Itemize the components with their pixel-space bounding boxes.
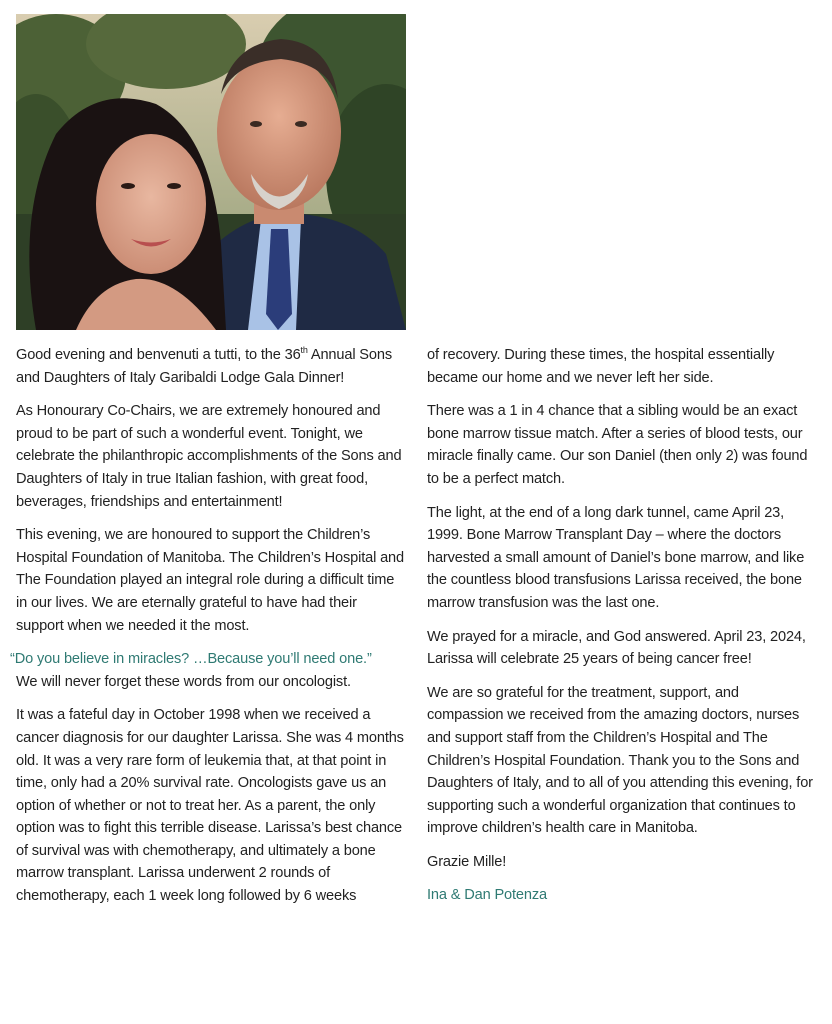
- transplant-day-paragraph: The light, at the end of a long dark tunnel, came April 23, 1999. Bone Marrow Transplant Day – where the doctors harvested a small amount of Daniel’s bone marrow, and like the countless blood transfusions Larissa received, the bone marrow transfusion was the last one.: [427, 504, 805, 611]
- intro-paragraph: [16, 344, 406, 389]
- oncologist-quote: “Do you believe in miracles? …Because you’ll need one.”: [10, 651, 372, 668]
- signature: Ina & Dan Potenza: [427, 887, 547, 904]
- ordinal-suffix: th: [300, 345, 308, 356]
- closing-line: Grazie Mille!: [427, 853, 507, 870]
- foundation-paragraph: This evening, we are honoured to support the Children’s Hospital Foundation of Manitoba. The Children’s Hospital and The Foundation played an integral role during a difficult time in our lives. We are eternally grateful to have had their support when we needed it the most.: [16, 527, 404, 634]
- couple-photo-illustration: [16, 14, 406, 330]
- article-right-column: [427, 344, 819, 918]
- miracle-paragraph: We prayed for a miracle, and God answered. April 23, 2024, Larissa will celebrate 25 years of being cancer free!: [427, 628, 806, 668]
- honourary-paragraph: As Honourary Co-Chairs, we are extremely honoured and proud to be part of such a wonderful event. Tonight, we celebrate the philanthropic accomplishments of the Sons and Daughters of Italy in true Italian fashion, with great food, beverages, friendships and entertainment!: [16, 403, 402, 510]
- intro-text-b: Annual Sons and Daughters of Italy Garibaldi Lodge Gala Dinner!: [16, 347, 392, 386]
- sibling-match-paragraph: There was a 1 in 4 chance that a sibling would be an exact bone marrow tissue match. After a series of blood tests, our miracle finally came. Our son Daniel (then only 2) was found to be a perfect match.: [427, 403, 808, 487]
- quote-followup: We will never forget these words from our oncologist.: [16, 673, 351, 690]
- recovery-paragraph: of recovery. During these times, the hospital essentially became our home and we never left her side.: [427, 347, 775, 386]
- gratitude-paragraph: We are so grateful for the treatment, support, and compassion we received from the amazing doctors, nurses and support staff from the Children’s Hospital and The Children’s Hospital Foundation. Thank you to the Sons and Daughters of Italy, and to all of you attending this evening, for supporting such a wonderful organization that continues to improve children’s health care in Manitoba.: [427, 684, 813, 837]
- intro-text-a: Good evening and benvenuti a tutti, to the 36: [16, 347, 301, 363]
- couple-photo: [16, 14, 406, 330]
- diagnosis-paragraph: It was a fateful day in October 1998 when we received a cancer diagnosis for our daughter Larissa. She was 4 months old. It was a very rare form of leukemia that, at that point in time, only had a 20% survival rate. Oncologists gave us an option of whether or not to treat her. As a parent, the only option was to fight this terrible disease. Larissa’s best chance of survival was with chemotherapy, and ultimately a bone marrow transplant. Larissa underwent 2 rounds of chemotherapy, each 1 week long followed by 6 weeks: [16, 707, 404, 905]
- article-left-column: [10, 344, 406, 919]
- quote-block: [10, 648, 406, 693]
